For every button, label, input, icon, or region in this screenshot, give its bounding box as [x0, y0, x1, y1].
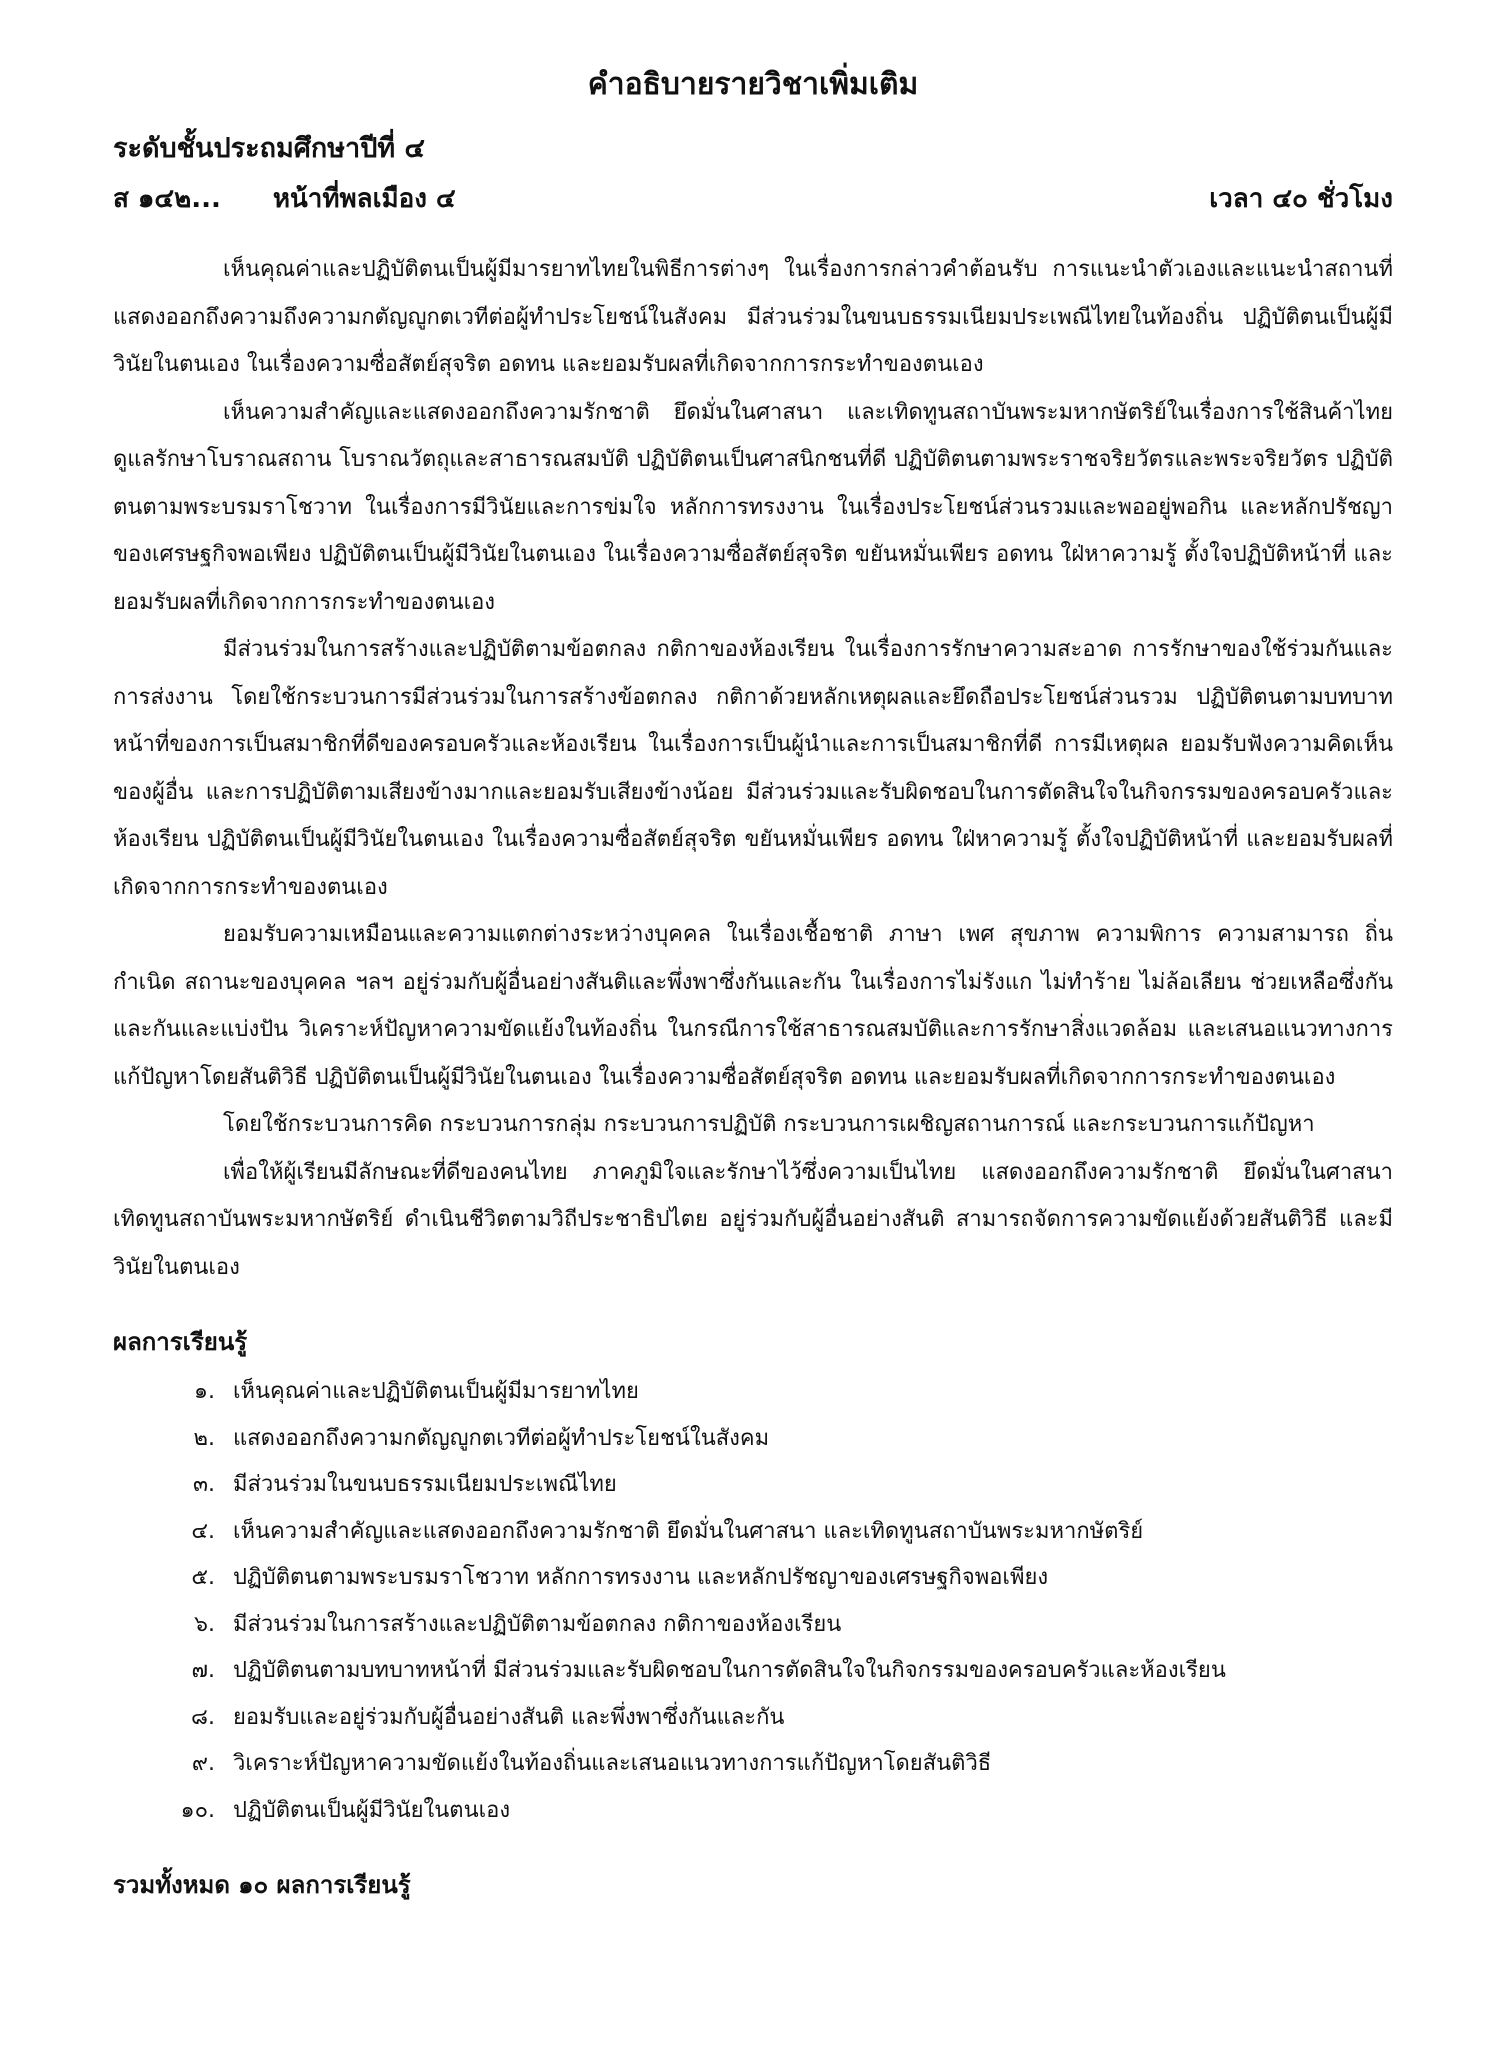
outcome-item	[113, 1509, 1393, 1556]
outcome-item	[113, 1416, 1393, 1463]
outcome-number: ๑.	[194, 1379, 215, 1404]
outcome-number: ๒.	[193, 1425, 215, 1451]
outcome-item	[113, 1741, 1393, 1788]
outcome-number: ๕.	[191, 1565, 215, 1590]
outcome-number: ๖.	[194, 1611, 215, 1637]
outcome-item	[113, 1695, 1393, 1742]
outcome-item	[113, 1602, 1393, 1649]
outcome-number: ๗.	[191, 1658, 215, 1683]
outcome-number: ๙.	[191, 1751, 215, 1776]
outcome-text: ยอมรับและอยู่ร่วมกับผู้อื่นอย่างสันติ และพึ่งพาซึ่งกันและกัน	[233, 1704, 785, 1730]
grade-level: ระดับชั้นประถมศึกษาปีที่ ๔	[113, 133, 425, 164]
outcome-item	[113, 1462, 1393, 1509]
course-code: ส ๑๔๒...	[113, 184, 221, 214]
course-name: หน้าที่พลเมือง ๔	[272, 184, 456, 214]
description-paragraph: เห็นคุณค่าและปฏิบัติตนเป็นผู้มีมารยาทไทยในพิธีการต่างๆ ในเรื่องการกล่าวคำต้อนรับ การแนะนำตัวเองและแนะนำสถานที่ แสดงออกถึงความถึงความกตัญญูกตเวทีต่อผู้ทำประโยชน์ในสังคม มีส่วนร่วมในขนบธรรมเนียมประเพณีไทยในท้องถิ่น ปฏิบัติตนเป็นผู้มีวินัยในตนเอง ในเรื่องความซื่อสัตย์สุจริต อดทน และยอมรับผลที่เกิดจากการกระทำของตนเอง	[113, 257, 1393, 377]
outcome-text: ปฏิบัติตนตามบทบาทหน้าที่ มีส่วนร่วมและรับผิดชอบในการตัดสินใจในกิจกรรมของครอบครัวและห้องเรียน	[233, 1658, 1226, 1683]
course-description-page	[113, 62, 1393, 1906]
outcome-text: วิเคราะห์ปัญหาความขัดแย้งในท้องถิ่นและเสนอแนวทางการแก้ปัญหาโดยสันติวิธี	[233, 1751, 992, 1776]
outcome-item	[113, 1648, 1393, 1695]
outcome-number: ๓.	[192, 1472, 215, 1497]
course-description	[113, 246, 1393, 1291]
description-paragraph: โดยใช้กระบวนการคิด กระบวนการกลุ่ม กระบวนการปฏิบัติ กระบวนการเผชิญสถานการณ์ และกระบวนการแก้ปัญหา	[223, 1112, 1315, 1137]
outcome-text: มีส่วนร่วมในการสร้างและปฏิบัติตามข้อตกลง กติกาของห้องเรียน	[233, 1611, 842, 1637]
outcome-text: เห็นคุณค่าและปฏิบัติตนเป็นผู้มีมารยาทไทย	[233, 1379, 639, 1404]
outcome-item	[113, 1369, 1393, 1416]
outcome-text: แสดงออกถึงความกตัญญูกตเวทีต่อผู้ทำประโยชน์ในสังคม	[233, 1425, 770, 1451]
description-paragraph: มีส่วนร่วมในการสร้างและปฏิบัติตามข้อตกลง กติกาของห้องเรียน ในเรื่องการรักษาความสะอาด การรักษาของใช้ร่วมกันและการส่งงาน โดยใช้กระบวนการมีส่วนร่วมในการสร้างข้อตกลง กติกาด้วยหลักเหตุผลและยึดถือประโยชน์ส่วนรวม ปฏิบัติตนตามบทบาทหน้าที่ของการเป็นสมาชิกที่ดีของครอบครัวและห้องเรียน ในเรื่องการเป็นผู้นำและการเป็นสมาชิกที่ดี การมีเหตุผล ยอมรับฟังความคิดเห็นของผู้อื่น และการปฏิบัติตามเสียงข้างมากและยอมรับเสียงข้างน้อย มีส่วนร่วมและรับผิดชอบในการตัดสินใจในกิจกรรมของครอบครัวและห้องเรียน ปฏิบัติตนเป็นผู้มีวินัยในตนเอง ในเรื่องความซื่อสัตย์สุจริต ขยันหมั่นเพียร อดทน ใฝ่หาความรู้ ตั้งใจปฏิบัติหน้าที่ และยอมรับผลที่เกิดจากการกระทำของตนเอง	[113, 637, 1393, 900]
description-paragraph: เพื่อให้ผู้เรียนมีลักษณะที่ดีของคนไทย ภาคภูมิใจและรักษาไว้ซึ่งความเป็นไทย แสดงออกถึงความรักชาติ ยึดมั่นในศาสนา เทิดทูนสถาบันพระมหากษัตริย์ ดำเนินชีวิตตามวิถีประชาธิปไตย อยู่ร่วมกับผู้อื่นอย่างสันติ สามารถจัดการความขัดแย้งด้วยสันติวิธี และมีวินัยในตนเอง	[113, 1159, 1393, 1280]
outcome-number: ๑๐.	[180, 1797, 215, 1823]
outcome-text: มีส่วนร่วมในขนบธรรมเนียมประเพณีไทย	[233, 1472, 617, 1497]
outcomes-list	[113, 1369, 1393, 1834]
outcome-text: เห็นความสำคัญและแสดงออกถึงความรักชาติ ยึดมั่นในศาสนา และเทิดทูนสถาบันพระมหากษัตริย์	[233, 1518, 1144, 1544]
outcomes-heading: ผลการเรียนรู้	[113, 1328, 248, 1356]
outcome-item	[113, 1555, 1393, 1602]
outcome-item	[113, 1788, 1393, 1835]
course-info-row	[113, 178, 1393, 220]
description-paragraph: ยอมรับความเหมือนและความแตกต่างระหว่างบุคคล ในเรื่องเชื้อชาติ ภาษา เพศ สุขภาพ ความพิการ ความสามารถ ถิ่นกำเนิด สถานะของบุคคล ฯลฯ อยู่ร่วมกับผู้อื่นอย่างสันติและพึ่งพาซึ่งกันและกัน ในเรื่องการไม่รังแก ไม่ทำร้าย ไม่ล้อเลียน ช่วยเหลือซึ่งกันและกันและแบ่งปัน วิเคราะห์ปัญหาความขัดแย้งในท้องถิ่น ในกรณีการใช้สาธารณสมบัติและการรักษาสิ่งแวดล้อม และเสนอแนวทางการแก้ปัญหาโดยสันติวิธี ปฏิบัติตนเป็นผู้มีวินัยในตนเอง ในเรื่องความซื่อสัตย์สุจริต อดทน และยอมรับผลที่เกิดจากการกระทำของตนเอง	[113, 922, 1393, 1090]
page-title: คำอธิบายรายวิชาเพิ่มเติม	[587, 67, 919, 102]
description-paragraph: เห็นความสำคัญและแสดงออกถึงความรักชาติ ยึดมั่นในศาสนา และเทิดทูนสถาบันพระมหากษัตริย์ในเรื่องการใช้สินค้าไทย ดูแลรักษาโบราณสถาน โบราณวัตถุและสาธารณสมบัติ ปฏิบัติตนเป็นศาสนิกชนที่ดี ปฏิบัติตนตามพระราชจริยวัตรและพระจริยวัตร ปฏิบัติตนตามพระบรมราโชวาท ในเรื่องการมีวินัยและการข่มใจ หลักการทรงงาน ในเรื่องประโยชน์ส่วนรวมและพออยู่พอกิน และหลักปรัชญาของเศรษฐกิจพอเพียง ปฏิบัติตนเป็นผู้มีวินัยในตนเอง ในเรื่องความซื่อสัตย์สุจริต ขยันหมั่นเพียร อดทน ใฝ่หาความรู้ ตั้งใจปฏิบัติหน้าที่ และยอมรับผลที่เกิดจากการกระทำของตนเอง	[113, 399, 1393, 615]
outcome-text: ปฏิบัติตนเป็นผู้มีวินัยในตนเอง	[233, 1797, 511, 1823]
outcome-number: ๘.	[191, 1704, 215, 1730]
course-time: เวลา ๔๐ ชั่วโมง	[1209, 184, 1393, 214]
outcomes-total: รวมทั้งหมด ๑๐ ผลการเรียนรู้	[113, 1871, 411, 1899]
outcome-number: ๔.	[191, 1518, 215, 1544]
course-identity	[113, 178, 456, 220]
outcome-text: ปฏิบัติตนตามพระบรมราโชวาท หลักการทรงงาน และหลักปรัชญาของเศรษฐกิจพอเพียง	[233, 1565, 1049, 1590]
